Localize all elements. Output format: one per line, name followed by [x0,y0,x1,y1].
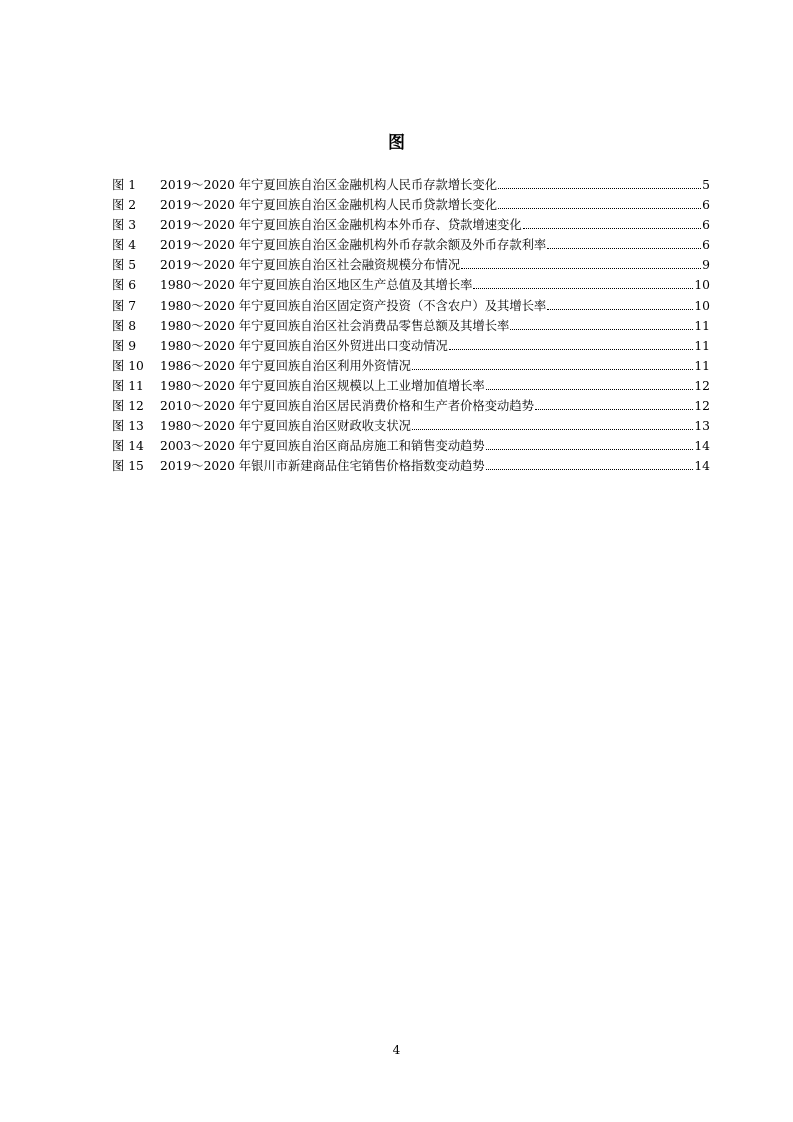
toc-entry-label: 图 10 [112,358,144,373]
toc-entry-title: 2010～2020 年宁夏回族自治区居民消费价格和生产者价格变动趋势 [160,399,534,414]
toc-entry[interactable] [112,275,710,295]
toc-entry[interactable] [112,215,710,235]
toc-entry-title: 1980～2020 年宁夏回族自治区规模以上工业增加值增长率 [160,378,485,393]
toc-entry-page: 6 [702,218,710,233]
toc-entry-page: 6 [702,198,710,213]
toc-entry-page: 11 [694,338,710,353]
toc-entry-title: 2003～2020 年宁夏回族自治区商品房施工和销售变动趋势 [160,439,485,454]
toc-entry-page: 10 [694,298,710,313]
toc-entry-title: 2019～2020 年银川市新建商品住宅销售价格指数变动趋势 [160,459,485,474]
page-title: 图 [388,133,405,153]
toc-entry[interactable] [112,296,710,316]
toc-entry-page: 13 [694,419,710,434]
toc-entry[interactable] [112,195,710,215]
toc-entry-label: 图 2 [112,198,137,213]
toc-entry[interactable] [112,376,710,396]
toc-entry-title: 2019～2020 年宁夏回族自治区金融机构人民币贷款增长变化 [160,198,498,213]
toc-entry-label: 图 1 [112,178,137,192]
toc-entry-title: 1980～2020 年宁夏回族自治区财政收支状况 [160,419,411,434]
page-number: 4 [392,1043,401,1057]
dot-leader [412,368,693,370]
toc-entry-page: 14 [694,439,710,454]
toc-entry-page: 12 [694,399,710,414]
toc-entry-label: 图 15 [112,459,144,474]
toc-entry[interactable] [112,416,710,436]
toc-entry-label: 图 12 [112,399,144,414]
toc-entry-page: 6 [702,238,710,253]
toc-entry[interactable] [112,175,710,195]
dot-leader [498,207,701,209]
toc-entry-page: 9 [702,258,710,273]
dot-leader [510,328,693,330]
toc-entry[interactable] [112,456,710,476]
dot-leader [473,287,693,289]
toc-entry-label: 图 13 [112,419,144,434]
dot-leader [547,308,693,310]
dot-leader [449,348,694,350]
toc-entry[interactable] [112,336,710,356]
dot-leader [498,187,701,189]
toc-entry-page: 14 [694,459,710,474]
toc-entry-label: 图 7 [112,298,137,313]
toc-entry-title: 2019～2020 年宁夏回族自治区金融机构外币存款余额及外币存款利率 [160,238,547,253]
toc-entry-label: 图 9 [112,338,137,353]
dot-leader [461,267,701,269]
toc-entry-title: 2019～2020 年宁夏回族自治区社会融资规模分布情况 [160,258,461,273]
toc-entry-label: 图 11 [112,378,144,393]
dot-leader [547,247,701,249]
toc-entry[interactable] [112,255,710,275]
toc-entry-title: 1986～2020 年宁夏回族自治区利用外资情况 [160,358,411,373]
dot-leader [486,468,694,470]
toc-entry[interactable] [112,316,710,336]
toc-entry-label: 图 5 [112,258,137,273]
toc-entry-label: 图 6 [112,278,137,293]
toc-entry-page: 12 [694,378,710,393]
toc-entry-page: 10 [694,278,710,293]
toc-entry-label: 图 3 [112,218,137,233]
toc-entry-title: 1980～2020 年宁夏回族自治区固定资产投资（不含农户）及其增长率 [160,298,547,313]
toc-entry-label: 图 8 [112,318,137,333]
dot-leader [486,448,694,450]
toc-entry[interactable] [112,356,710,376]
toc-entry-label: 图 4 [112,238,137,253]
toc-entry-title: 2019～2020 年宁夏回族自治区金融机构本外币存、贷款增速变化 [160,218,522,233]
toc-entry-title: 2019～2020 年宁夏回族自治区金融机构人民币存款增长变化 [160,178,498,192]
toc-entry[interactable] [112,235,710,255]
toc-entry-label: 图 14 [112,439,144,454]
toc-entry-page: 5 [702,178,710,192]
toc-entry-title: 1980～2020 年宁夏回族自治区社会消费品零售总额及其增长率 [160,318,510,333]
toc-entry-title: 1980～2020 年宁夏回族自治区地区生产总值及其增长率 [160,278,473,293]
dot-leader [523,227,702,229]
toc-entry-page: 11 [694,318,710,333]
dot-leader [412,428,693,430]
toc-entry[interactable] [112,436,710,456]
dot-leader [535,408,693,410]
dot-leader [486,388,694,390]
figure-list [112,175,710,476]
toc-entry-title: 1980～2020 年宁夏回族自治区外贸进出口变动情况 [160,338,448,353]
toc-entry[interactable] [112,396,710,416]
toc-entry-page: 11 [694,358,710,373]
